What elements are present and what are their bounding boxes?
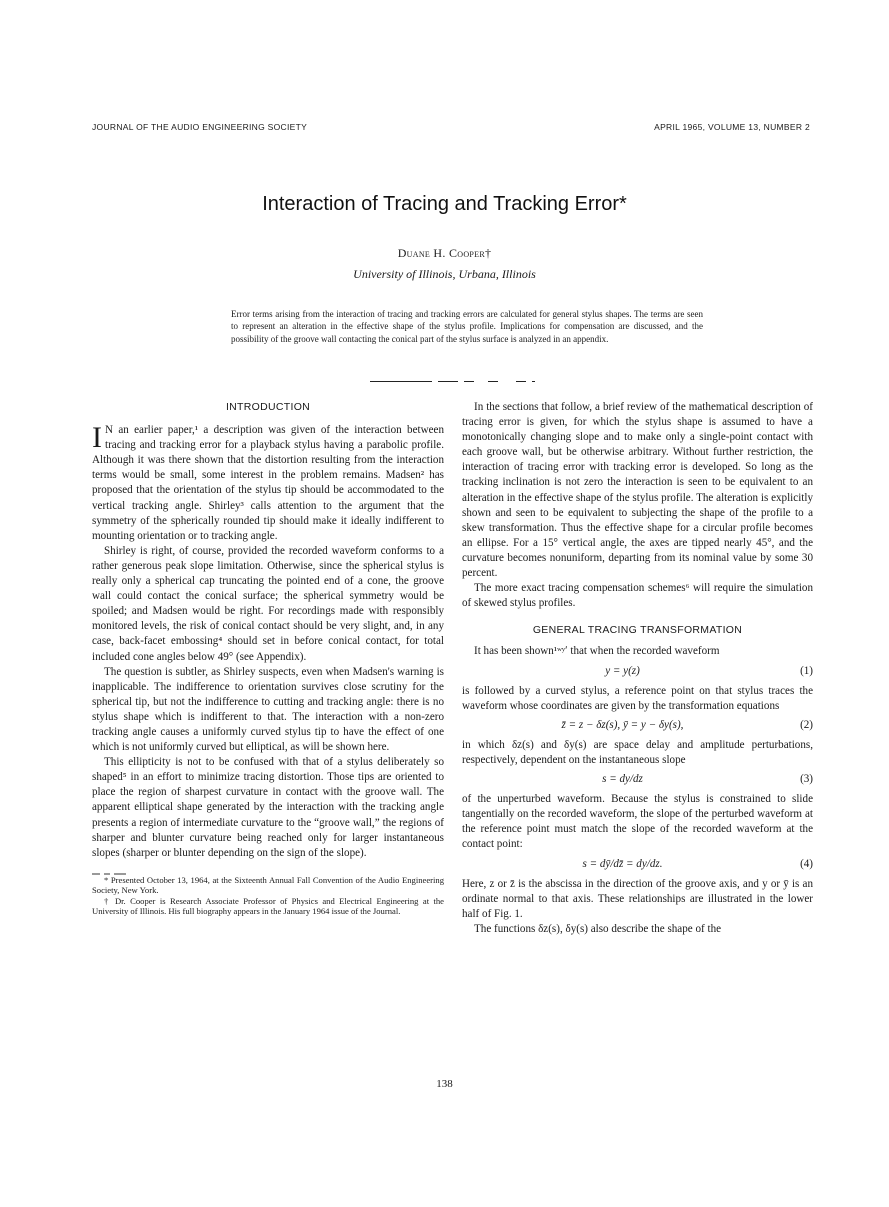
author-name: Duane H. Cooper† xyxy=(397,246,492,260)
equation-expression: y = y(z) xyxy=(605,664,640,677)
right-column xyxy=(462,400,813,937)
paragraph: The question is subtler, as Shirley suspects, even when Madsen's warning is inapplicable. The indifference to orientation survives close scrutiny for the spherical tip, but not the indifference to cutting and tracking angle: there is no stylus shape which is indifferent to that. The interaction with a non-zero tracking angle causes a uniformly curved stylus tip to have the effect of one which is not uniformly curved but elliptical, as will be shown here. xyxy=(92,665,444,754)
section-heading-introduction: INTRODUCTION xyxy=(225,401,311,413)
decorative-rule xyxy=(370,380,535,381)
equation-3 xyxy=(462,772,813,787)
equation-number: (4) xyxy=(800,857,813,870)
equation-1 xyxy=(462,664,813,679)
paragraph: This ellipticity is not to be confused with that of a stylus deliberately so shaped⁵ in an effort to minimize tracing distortion. Those tips are oriented to place the region of sharpest curvature in contact with the groove wall. The apparent elliptical shape generated by the interaction with the tracking angle presents a region of intermediate curvature to the “groove wall,” the regions of sharper and blunter curvature being reached only for larger instantaneous slopes (sharper or blunter depending on the sign of the slope). xyxy=(92,756,444,859)
footnote: † Dr. Cooper is Research Associate Professor of Physics and Electrical Engineering at the University of Illinois. His full biography appears in the January 1964 issue of the Journal. xyxy=(92,895,444,917)
abstract: Error terms arising from the interaction of tracing and tracking errors are calculated for general stylus shapes. The terms are seen to represent an alteration in the effective shape of the stylus profile. Implications for compensation are discussed, and the possibility of the groove wall contacting the conical part of the stylus surface is analyzed in an appendix. xyxy=(231,309,703,344)
section-heading-general-tracing: GENERAL TRACING TRANSFORMATION xyxy=(532,624,743,637)
drop-cap: I xyxy=(92,421,102,455)
paragraph: The more exact tracing compensation schemes⁶ will require the simulation of skewed stylus profiles. xyxy=(462,582,813,610)
paragraph: In the sections that follow, a brief review of the mathematical description of tracing error is given, for which the stylus shape is assumed to have a monotonically changing slope and to make only a single-point contact with each groove wall, but be otherwise arbitrary. Without further restriction, the interaction of tracing error with tracking error is developed. So long as the tracking inclination is not zero the interaction is seen to be equivalent to an alteration in the effective shape of the stylus profile. The alteration is explicitly shown and seen to be equivalent to subjecting the shape of the profile to a skew transformation. Thus the effective shape for a circular profile becomes an ellipse. For a 15° vertical angle, the axes are tipped nearly 45°, and the curvature becomes nonuniform, departing from its nominal value by some 30 percent. xyxy=(462,401,813,580)
paragraph: of the unperturbed waveform. Because the stylus is constrained to slide tangentially on the recorded waveform, the slope of the perturbed waveform at the reference point must match the slope of the recorded waveform at the contact point: xyxy=(462,793,813,851)
equation-number: (1) xyxy=(800,664,813,677)
paragraph-text: N an earlier paper,¹ a description was given of the interaction between tracing and tracking error for a playback stylus having a parabolic profile. Although it was there shown that the distortion resulting from the interaction terms would be small, some interest in the problem remains. Madsen² has proposed that the orientation of the stylus tip should be accommodated to the vertical tracking angle. Shirley³ calls attention to the argument that the symmetry of the spherically rounded tip should make it ideally indifferent to mounting orientation or to tracking angle. xyxy=(92,424,444,542)
paragraph: Here, z or z̄ is the abscissa in the direction of the groove axis, and y or ȳ is an ordinate normal to that axis. These relationships are illustrated in the lower half of Fig. 1. xyxy=(462,877,813,920)
author-affiliation: University of Illinois, Urbana, Illinois xyxy=(353,267,536,281)
page-number: 138 xyxy=(436,1078,453,1090)
paragraph: in which δz(s) and δy(s) are space delay and amplitude perturbations, respectively, dependent on the instantaneous slope xyxy=(462,738,813,766)
footnote-separator xyxy=(92,867,444,873)
equation-2 xyxy=(462,718,813,733)
issue-info: APRIL 1965, VOLUME 13, NUMBER 2 xyxy=(654,122,810,132)
paragraph xyxy=(92,423,444,544)
paragraph: The functions δz(s), δy(s) also describe the shape of the xyxy=(474,922,722,935)
equation-number: (2) xyxy=(800,718,813,731)
journal-name: JOURNAL OF THE AUDIO ENGINEERING SOCIETY xyxy=(92,122,308,132)
equation-expression: s = dȳ/dz̄ = dy/dz. xyxy=(582,857,663,870)
paragraph: It has been shown¹ʷʸʹ that when the recorded waveform xyxy=(474,645,720,658)
equation-expression: z̄ = z − δz(s), ȳ = y − δy(s), xyxy=(561,718,684,731)
paragraph: Shirley is right, of course, provided the recorded waveform conforms to a rather generous peak slope limitation. Otherwise, since the spherical stylus is really only a spherical cap truncating the pointed end of a cone, the groove wall could contact the conical surface; the spherical symmetry would be spoiled; and Madsen would be right. For recordings made with responsibly monitored levels, the risk of conical contact should be very slight, and, in any case, back-facet embossing⁴ should set in before conical contact, for total included cone angles below 49° (see Appendix). xyxy=(92,544,444,663)
paragraph: is followed by a curved stylus, a reference point on that stylus traces the waveform whose coordinates are given by the transformation equations xyxy=(462,684,813,712)
left-column xyxy=(92,400,444,917)
equation-number: (3) xyxy=(800,773,813,786)
footnote: * Presented October 13, 1964, at the Sixteenth Annual Fall Convention of the Audio Engineering Society, New York. xyxy=(92,874,444,896)
equation-expression: s = dy/dz xyxy=(602,773,643,786)
article-title: Interaction of Tracing and Tracking Error* xyxy=(262,193,627,215)
equation-4 xyxy=(462,857,813,872)
